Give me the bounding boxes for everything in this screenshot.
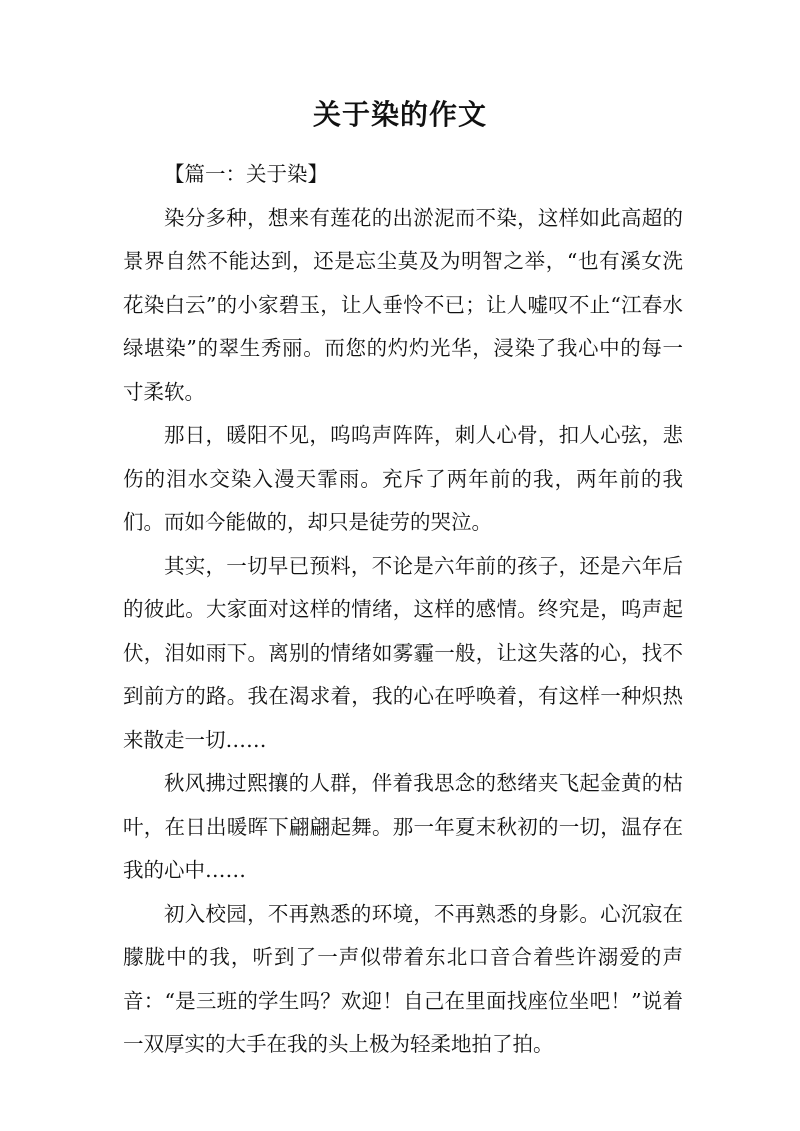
paragraph: 染分多种，想来有莲花的出淤泥而不染，这样如此高超的景界自然不能达到，还是忘尘莫及为明智之举，“也有溪女洗花染白云”的小家碧玉，让人垂怜不已；让人嘘叹不止“江春水绿堪染”的翠生秀丽。而您的灼灼光华，浸染了我心中的每一寸柔软。 bbox=[123, 205, 683, 404]
paragraph: 那日，暖阳不见，呜呜声阵阵，刺人心骨，扣人心弦，悲伤的泪水交染入漫天霏雨。充斥了两年前的我，两年前的我们。而如今能做的，却只是徒劳的哭泣。 bbox=[123, 423, 683, 534]
paragraph: 其实，一切早已预料，不论是六年前的孩子，还是六年后的彼此。大家面对这样的情绪，这样的感情。终究是，呜声起伏，泪如雨下。离别的情绪如雾霾一般，让这失落的心，找不到前方的路。我在渴求着，我的心在呼唤着，有这样一种炽热来散走一切…… bbox=[123, 553, 683, 752]
document-body bbox=[123, 153, 683, 1067]
paragraph: 初入校园，不再熟悉的环境，不再熟悉的身影。心沉寂在朦胧中的我，听到了一声似带着东北口音合着些许溺爱的声音：“是三班的学生吗？欢迎！自己在里面找座位坐吧！”说着一双厚实的大手在我的头上极为轻柔地拍了拍。 bbox=[123, 901, 683, 1056]
document-title: 关于染的作文 bbox=[312, 98, 487, 131]
paragraph: 秋风拂过熙攘的人群，伴着我思念的愁绪夹飞起金黄的枯叶，在日出暖晖下翩翩起舞。那一年夏末秋初的一切，温存在我的心中…… bbox=[123, 771, 683, 882]
section-heading: 【篇一：关于染】 bbox=[164, 162, 328, 186]
